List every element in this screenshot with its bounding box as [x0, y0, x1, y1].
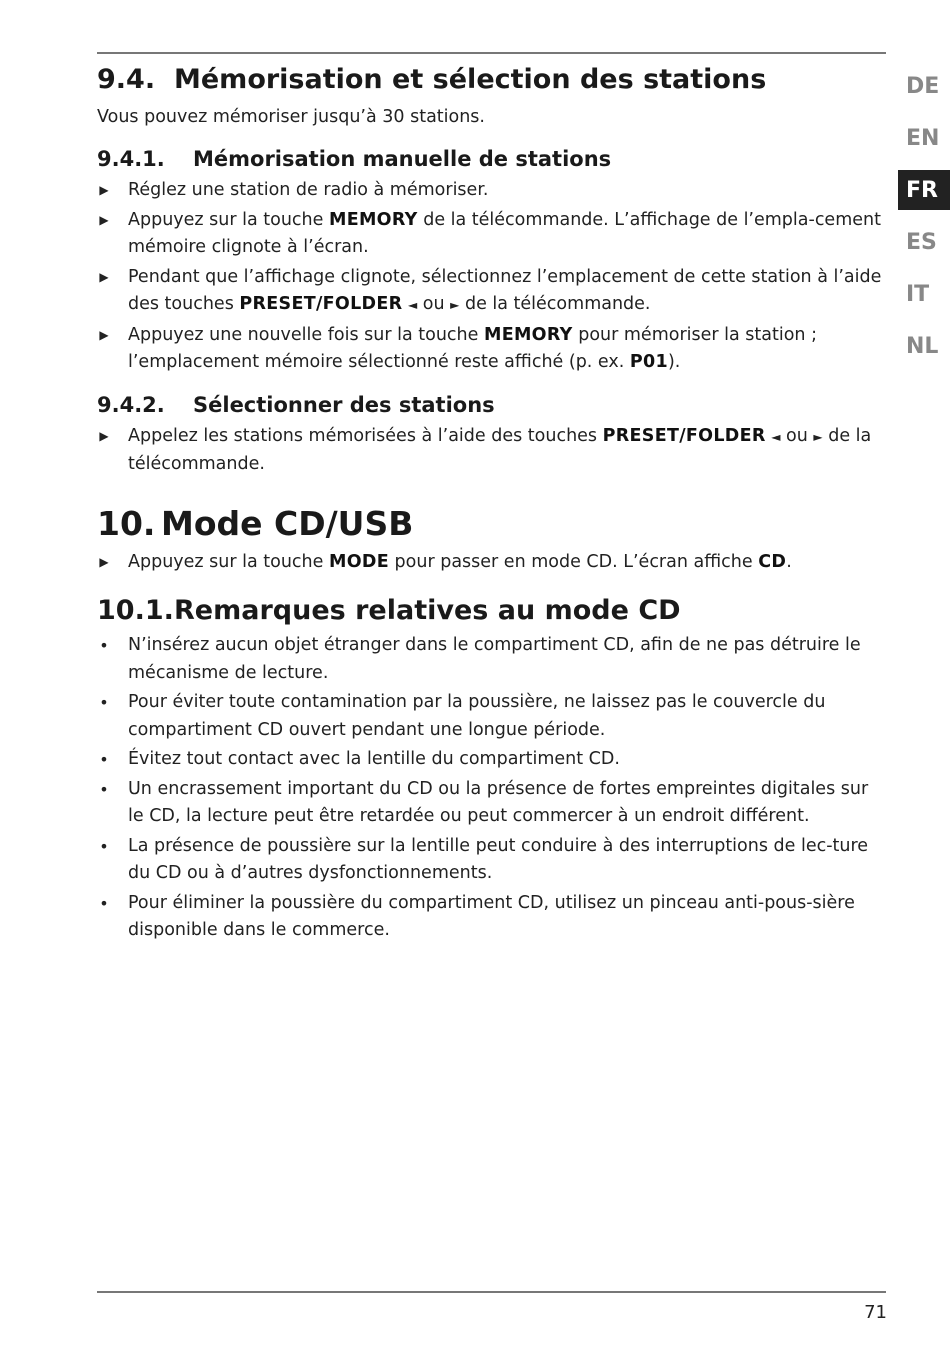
- page-number: 71: [864, 1302, 887, 1323]
- chapter-title: Mode CD/USB: [161, 504, 414, 543]
- key-memory: MEMORY: [328, 209, 418, 230]
- notes-list-10-1: [97, 632, 887, 945]
- item-text: N’insérez aucun objet étranger dans le compartiment CD, afin de ne pas détruire le mécanisme de lecture.: [128, 635, 861, 683]
- section-title: Mémorisation et sélection des stations: [174, 63, 767, 95]
- item-text: pour mémoriser la station ; l’emplacement mémoire sélectionné reste affiché (p. ex.: [128, 324, 817, 372]
- language-tab-it[interactable]: IT: [906, 281, 930, 307]
- item-text: de la télécommande.: [464, 294, 651, 314]
- item-text: Appelez les stations mémorisées à l’aide des touches: [128, 425, 598, 446]
- page-content: [97, 58, 887, 947]
- item-text: ou: [786, 425, 808, 446]
- instruction-list-9-4-2: [97, 423, 887, 479]
- list-item: [97, 776, 887, 831]
- item-text: Évitez tout contact avec la lentille du compartiment CD.: [128, 749, 620, 769]
- dot-bullet-icon: •: [99, 750, 109, 769]
- intro-text: Vous pouvez mémoriser jusqu’à 30 stations.: [97, 107, 485, 127]
- instruction-list-10: [97, 549, 887, 577]
- item-text: ).: [667, 352, 681, 372]
- language-tab-es[interactable]: ES: [906, 229, 937, 255]
- dot-bullet-icon: •: [99, 836, 109, 856]
- item-text: de la télécommande.: [128, 425, 872, 474]
- right-arrow-icon: ►: [813, 429, 823, 444]
- item-text: de la télécommande. L’affichage de l’empla-cement mémoire clignote à l’écran.: [128, 209, 881, 257]
- subsection-number: 9.4.2.: [97, 392, 165, 417]
- list-item: [97, 177, 887, 205]
- display-p01: P01: [629, 352, 668, 372]
- subsection-number: 9.4.1.: [97, 147, 165, 171]
- item-text: Appuyez une nouvelle fois sur la touche: [128, 324, 479, 345]
- item-text: Appuyez sur la touche: [128, 551, 324, 572]
- dot-bullet-icon: •: [99, 893, 109, 913]
- item-text: Réglez une station de radio à mémoriser.: [128, 180, 489, 200]
- subsection-heading-9-4-2: [97, 389, 887, 421]
- arrow-bullet-icon: ▶: [99, 554, 109, 569]
- arrow-bullet-icon: ▶: [99, 212, 109, 227]
- left-arrow-icon: ◄: [407, 298, 418, 312]
- arrow-bullet-icon: ▶: [99, 327, 109, 342]
- list-item: [97, 746, 887, 774]
- list-item: [97, 833, 887, 888]
- left-arrow-icon: ◄: [771, 429, 781, 444]
- language-tab-en[interactable]: EN: [906, 125, 940, 151]
- list-item: [97, 890, 887, 945]
- arrow-bullet-icon: ▶: [99, 428, 109, 443]
- chapter-heading-10: [97, 501, 887, 547]
- bottom-rule: [97, 1291, 886, 1293]
- instruction-list-9-4-1: [97, 177, 887, 377]
- key-mode: MODE: [328, 551, 389, 572]
- language-tabs: [898, 66, 950, 378]
- list-item: [97, 549, 887, 577]
- chapter-number: 10.: [97, 504, 156, 543]
- list-item: [97, 264, 887, 320]
- right-arrow-icon: ►: [450, 298, 460, 312]
- section-heading-10-1: [97, 590, 887, 630]
- list-item: [97, 689, 887, 744]
- list-item: [97, 423, 887, 479]
- section-title: Remarques relatives au mode CD: [174, 594, 681, 626]
- dot-bullet-icon: •: [99, 636, 109, 655]
- section-number: 9.4.: [97, 63, 156, 95]
- list-item: [97, 322, 887, 377]
- subsection-title: Mémorisation manuelle de stations: [193, 147, 612, 171]
- key-preset-folder: PRESET/FOLDER: [239, 294, 403, 314]
- item-text: Pour éliminer la poussière du compartiment CD, utilisez un pinceau anti-pous-sière disponible dans le commerce.: [128, 892, 855, 940]
- item-text: pour passer en mode CD. L’écran affiche: [394, 551, 753, 572]
- item-text: Pour éviter toute contamination par la poussière, ne laissez pas le couvercle du compartiment CD ouvert pendant une longue période.: [128, 692, 826, 740]
- section-heading-9-4: [97, 60, 887, 98]
- arrow-bullet-icon: ▶: [99, 183, 109, 197]
- dot-bullet-icon: •: [99, 779, 109, 799]
- item-text: Pendant que l’affichage clignote, sélectionnez l’emplacement de cette station à l’aide des touches: [128, 266, 882, 314]
- key-preset-folder: PRESET/FOLDER: [602, 425, 766, 446]
- section-number: 10.1.: [97, 594, 174, 626]
- display-cd: CD: [758, 551, 787, 572]
- arrow-bullet-icon: ▶: [99, 269, 109, 284]
- item-text: La présence de poussière sur la lentille peut conduire à des interruptions de lec-ture du CD ou à d’autres dysfonctionnements.: [128, 835, 869, 883]
- item-text: .: [786, 551, 792, 572]
- subsection-heading-9-4-1: [97, 143, 887, 175]
- item-text: Un encrassement important du CD ou la présence de fortes empreintes digitales sur le CD, la lecture peut être retardée ou peut commercer à un endroit différent.: [128, 778, 869, 826]
- subsection-title: Sélectionner des stations: [193, 392, 495, 417]
- key-memory: MEMORY: [483, 324, 573, 345]
- dot-bullet-icon: •: [99, 693, 109, 712]
- top-rule: [97, 52, 886, 54]
- language-tab-nl[interactable]: NL: [906, 333, 939, 359]
- language-tab-de[interactable]: DE: [906, 73, 940, 99]
- list-item: [97, 632, 887, 687]
- item-text: Appuyez sur la touche: [128, 209, 324, 230]
- language-tab-fr[interactable]: FR: [898, 170, 950, 210]
- list-item: [97, 207, 887, 262]
- item-text: ou: [422, 294, 445, 314]
